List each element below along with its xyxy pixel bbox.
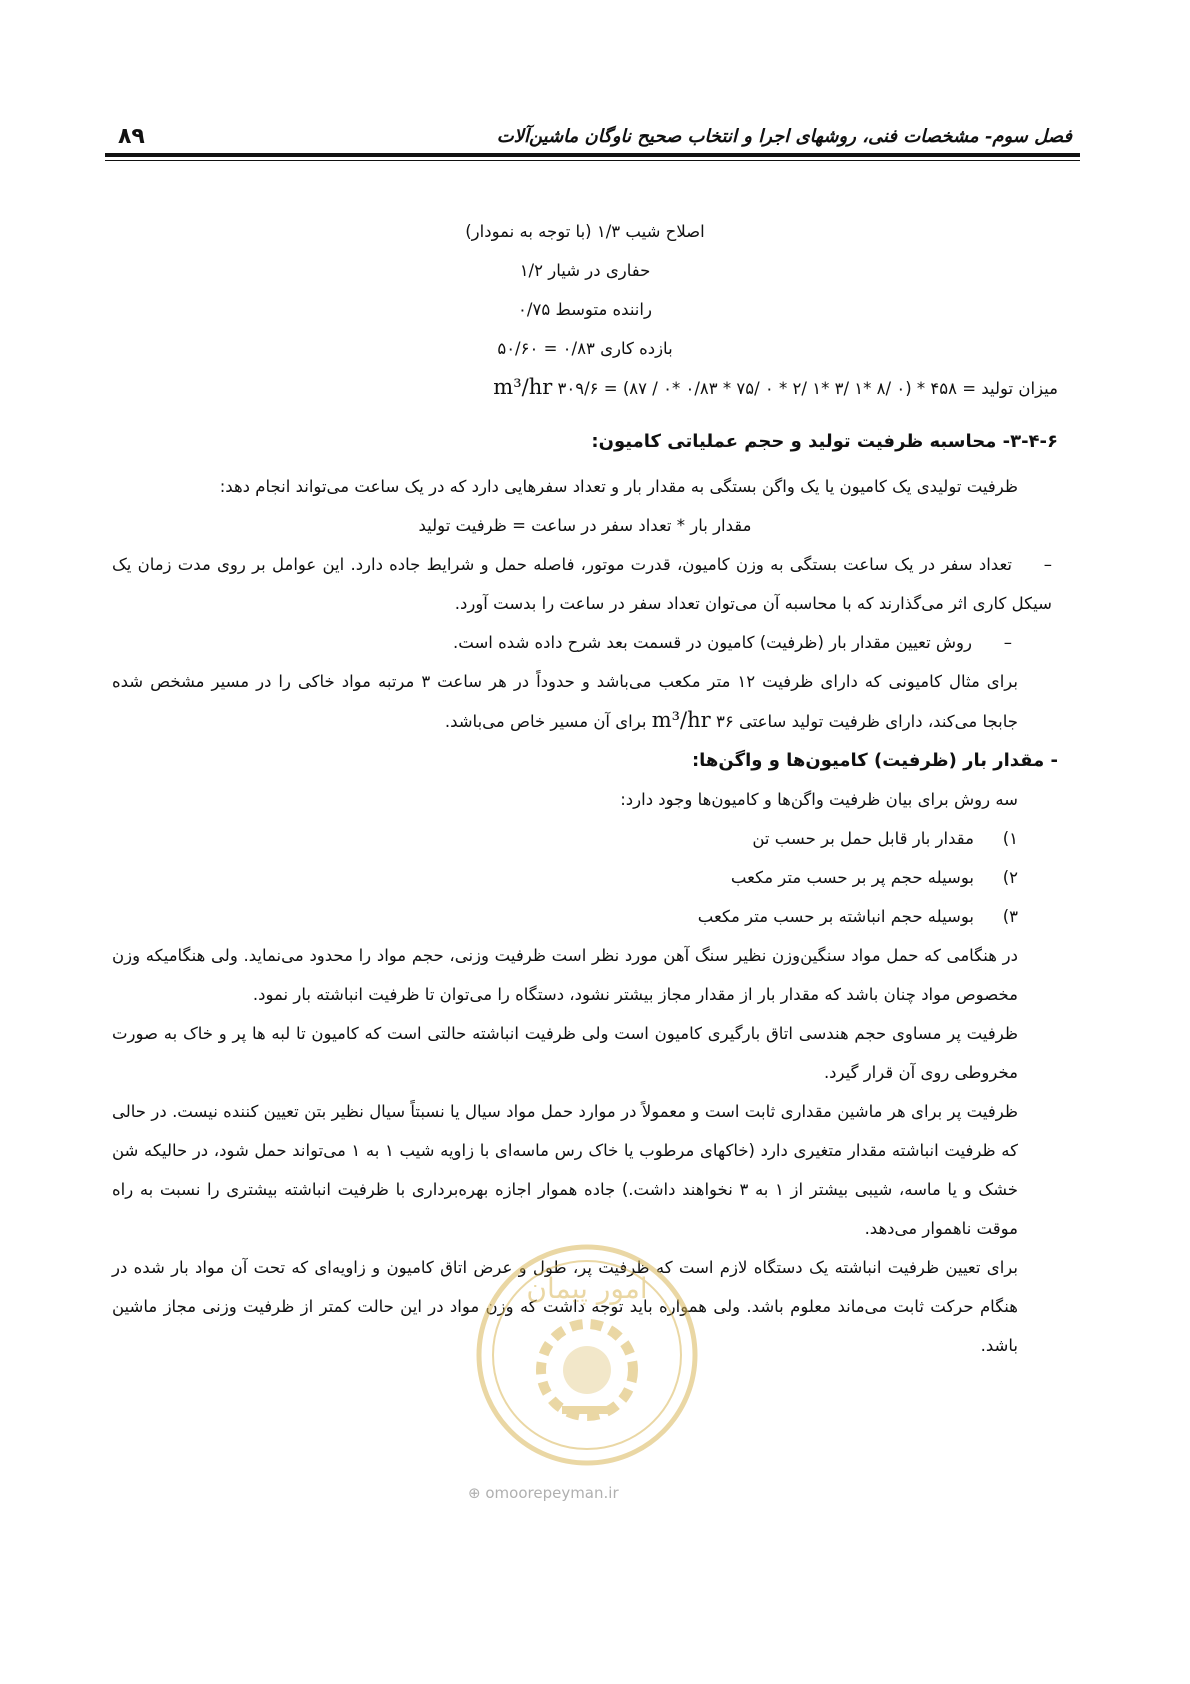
list-item-3: ۳)بوسیله حجم انباشته بر حسب متر مکعب [697, 907, 1018, 926]
paragraph-example: برای مثال کامیونی که دارای ظرفیت ۱۲ متر مکعب می‌باشد و حدوداً در هر ساعت ۳ مرتبه مواد خاکی را در مسیر مشخص شده جابجا می‌کند، دارای ظرفیت تولید ساعتی m³/hr ۳۶ برای آن مسیر خاص می‌باشد. [112, 672, 1018, 732]
section-title: ۳-۴-۶- محاسبه ظرفیت تولید و حجم عملیاتی کامیون: [591, 431, 1058, 452]
example-value: ۳۶ [715, 712, 734, 731]
header-rule-thin [105, 160, 1080, 161]
paragraph-heaped-capacity: ظرفیت پر برای هر ماشین مقداری ثابت است و معمولاً در موارد حمل مواد سیال یا نسبتاً سیال نظیر بتن تعیین کننده نیست. در حالی که ظرفیت انباشته مقدار متغیری دارد (خاکهای مرطوب یا خاک رس ماسه‌ای با زاویه شیب ۱ به ۱ می‌تواند حمل شود، در حالیکه شن خشک و یا ماسه، شیبی بیشتر از ۱ به ۳ نخواهند داشت.) جاده هموار اجازه بهره‌برداری با ظرفیت انباشته بیشتری را نسبت به راه موقت ناهموار می‌دهد. [112, 1102, 1018, 1238]
bullet-dash: – [1003, 633, 1012, 652]
page-number: ۸۹ [118, 124, 145, 149]
header-rule-thick [105, 153, 1080, 157]
production-label: میزان تولید = [962, 379, 1058, 398]
watermark-globe-icon: ⊕ [468, 1484, 481, 1502]
paragraph-determination: برای تعیین ظرفیت انباشته یک دستگاه لازم است که ظرفیت پر، طول و عرض اتاق کامیون و زاویه‌ای که تحت آن مواد بار شده در هنگام حرکت ثابت می‌ماند معلوم باشد. ولی همواره باید توجه داشت که وزن مواد در این حالت کمتر از ظرفیت وزنی مجاز ماشین باشد. [112, 1258, 1018, 1355]
running-header-title: فصل سوم- مشخصات فنی، روشهای اجرا و انتخاب صحیح ناوگان ماشین‌آلات [496, 126, 1072, 147]
production-expression: ۴۵۸ * (۰ /۸ *۱ /۳ *۱ /۲ * ۰ /۷۵ * ۰/۸۳ *۰ / ۸۷) = ۳۰۹/۶ [557, 379, 958, 398]
factor-efficiency: بازده کاری ۰/۸۳ = ۵۰/۶۰ [497, 339, 673, 358]
subsection-title: - مقدار بار (ظرفیت) کامیون‌ها و واگن‌ها: [691, 750, 1058, 771]
list-item-2: ۲)بوسیله حجم پر بر حسب متر مکعب [730, 868, 1018, 887]
production-formula [112, 368, 1058, 408]
paragraph-heavy-materials: در هنگامی که حمل مواد سنگین‌وزن نظیر سنگ آهن مورد نظر است ظرفیت وزنی، حجم مواد را محدود می‌نماید. ولی هنگامیکه وزن مخصوص مواد چنان باشد که مقدار بار از مقدار مجاز بیشتر نشود، دستگاه را می‌توان تا ظرفیت انباشته بار نمود. [112, 946, 1018, 1004]
paragraph-struck-capacity: ظرفیت پر مساوی حجم هندسی اتاق بارگیری کامیون است ولی ظرفیت انباشته حالتی است که کامیون تا لبه ها پر و خاک به صورت مخروطی روی آن قرار گیرد. [112, 1024, 1018, 1082]
example-unit: m³/hr [651, 708, 711, 732]
factor-grade-correction: اصلاح شیب ۱/۳ (با توجه به نمودار) [465, 222, 705, 241]
factor-trench-digging: حفاری در شیار ۱/۲ [519, 261, 651, 280]
bullet-dash: – [1043, 555, 1052, 574]
bullet-load-method: –روش تعیین مقدار بار (ظرفیت) کامیون در قسمت بعد شرح داده شده است. [112, 623, 1058, 662]
capacity-formula: مقدار بار * تعداد سفر در ساعت = ظرفیت تولید [418, 516, 752, 535]
watermark-logo-text: امور پیمان [526, 1272, 648, 1305]
list-item-1: ۱)مقدار بار قابل حمل بر حسب تن [752, 829, 1018, 848]
production-unit: m³/hr [493, 375, 553, 399]
paragraph-intro: ظرفیت تولیدی یک کامیون یا یک واگن بستگی به مقدار بار و تعداد سفرهایی دارد که در یک ساعت می‌تواند انجام دهد: [219, 477, 1018, 496]
paragraph-three-methods: سه روش برای بیان ظرفیت واگن‌ها و کامیون‌ها وجود دارد: [620, 790, 1018, 809]
factor-average-driver: راننده متوسط ۰/۷۵ [518, 300, 652, 319]
watermark-url: ⊕ omoorepeyman.ir [468, 1484, 619, 1502]
bullet-trip-count: –تعداد سفر در یک ساعت بستگی به وزن کامیون، قدرت موتور، فاصله حمل و شرایط جاده دارد. این عوامل بر روی مدت زمان یک سیکل کاری اثر می‌گذارند که با محاسبه آن می‌توان تعداد سفر در ساعت را بدست آورد. [112, 545, 1058, 623]
page-body [112, 212, 1058, 1365]
